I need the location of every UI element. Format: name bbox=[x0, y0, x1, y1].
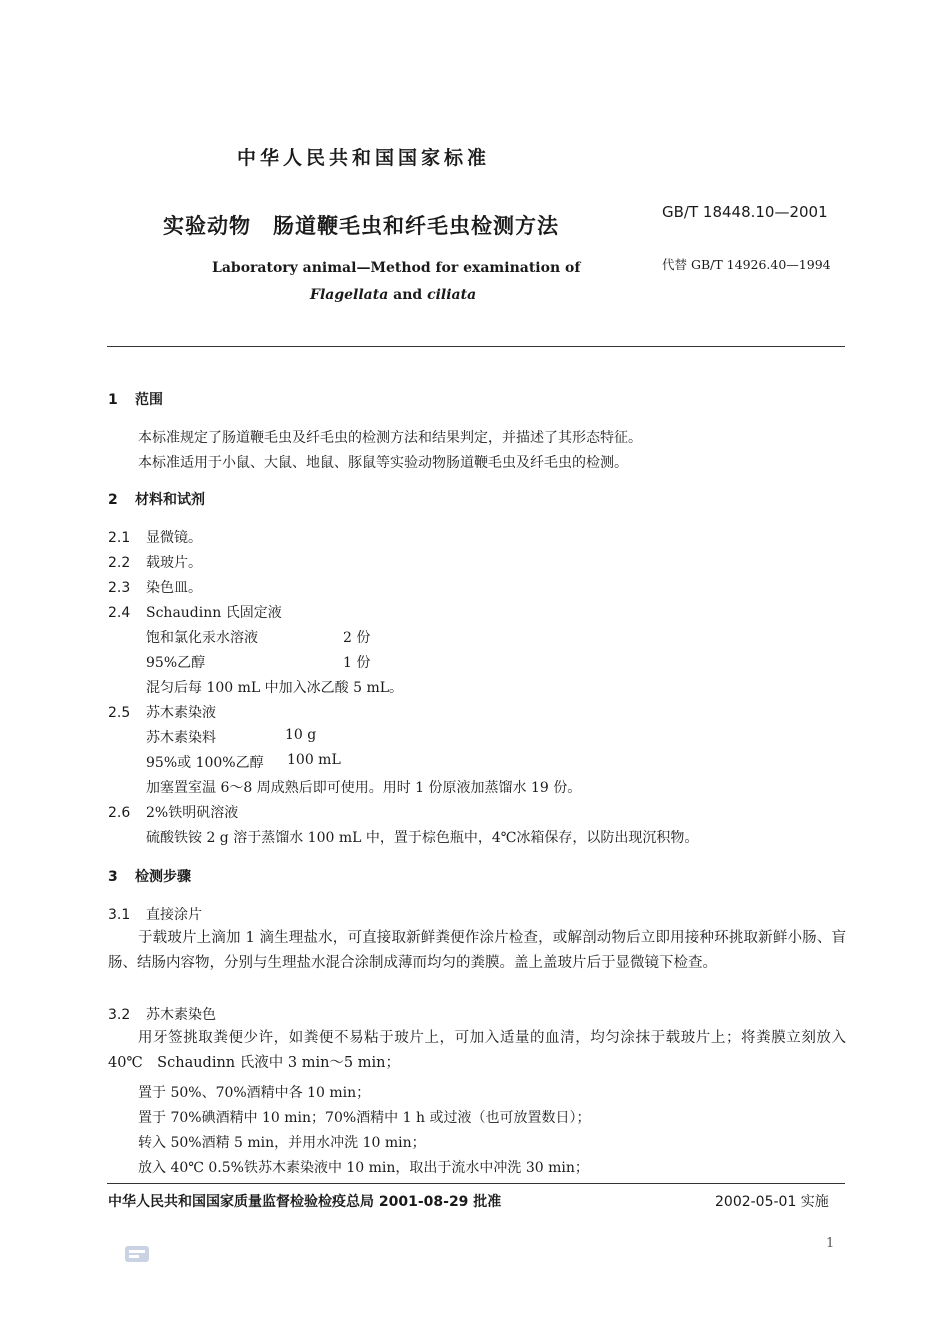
title-en-line2 bbox=[310, 287, 476, 303]
item-2-2-text: 载玻片。 bbox=[146, 555, 202, 571]
reagent-row-ethanol-qty: 1 份 bbox=[343, 655, 371, 671]
item-3-2-step-3: 转入 50%酒精 5 min，并用水冲洗 10 min； bbox=[138, 1135, 426, 1151]
item-2-6-text: 2%铁明矾溶液 bbox=[146, 805, 239, 821]
item-3-2-step-2: 置于 70%碘酒精中 10 min；70%酒精中 1 h 或过液（也可放置数日）； bbox=[138, 1110, 591, 1126]
footer-effective-date: 2002-05-01 实施 bbox=[715, 1194, 829, 1210]
item-2-1-number: 2.1 bbox=[108, 530, 131, 546]
item-2-6-number: 2.6 bbox=[108, 805, 131, 821]
item-3-1 bbox=[108, 904, 202, 924]
section-3-number: 3 bbox=[108, 869, 118, 885]
section-1-heading bbox=[108, 389, 163, 409]
item-2-2 bbox=[108, 552, 202, 572]
page-number: 1 bbox=[826, 1236, 835, 1251]
item-2-6 bbox=[108, 802, 238, 822]
item-2-5-number: 2.5 bbox=[108, 705, 131, 721]
item-2-5-text: 苏木素染液 bbox=[146, 705, 216, 721]
item-3-2-text: 苏木素染色 bbox=[146, 1007, 216, 1023]
item-2-5 bbox=[108, 702, 216, 722]
title-en-flagellata: Flagellata bbox=[310, 287, 389, 303]
reagent-row-mercury-name: 饱和氯化汞水溶液 bbox=[146, 630, 258, 646]
reagent-row-hematoxylin-name: 苏木素染料 bbox=[146, 730, 216, 746]
section-2-title: 材料和试剂 bbox=[135, 492, 205, 508]
issuing-agency: 中华人民共和国国家标准 bbox=[237, 147, 491, 169]
item-2-4 bbox=[108, 602, 282, 622]
item-2-2-number: 2.2 bbox=[108, 555, 131, 571]
section-1-para-2: 本标准适用于小鼠、大鼠、地鼠、豚鼠等实验动物肠道鞭毛虫及纤毛虫的检测。 bbox=[138, 455, 628, 471]
item-3-1-text: 直接涂片 bbox=[146, 907, 202, 923]
item-2-1-text: 显微镜。 bbox=[146, 530, 202, 546]
footer-divider bbox=[107, 1183, 845, 1184]
item-3-2-number: 3.2 bbox=[108, 1007, 131, 1023]
section-1-number: 1 bbox=[108, 392, 118, 408]
item-3-2-paragraph: 用牙签挑取粪便少许，如粪便不易粘于玻片上，可加入适量的血清，均匀涂抹于载玻片上；将粪膜立刻放入 40℃ Schaudinn 氏液中 3 min～5 min； bbox=[108, 1030, 846, 1071]
title-en-ciliata: ciliata bbox=[427, 287, 477, 303]
item-2-3 bbox=[108, 577, 202, 597]
title-en-and: and bbox=[388, 287, 428, 303]
item-3-2 bbox=[108, 1004, 216, 1024]
item-3-1-paragraph: 于载玻片上滴加 1 滴生理盐水，可直接取新鲜粪便作涂片检查，或解剖动物后立即用接种环挑取新鲜小肠、盲肠、结肠内容物，分别与生理盐水混合涂制成薄而均匀的粪膜。盖上盖玻片后于显微镜下检查。 bbox=[108, 930, 846, 971]
item-2-6-note: 硫酸铁铵 2 g 溶于蒸馏水 100 mL 中，置于棕色瓶中，4℃冰箱保存，以防出现沉积物。 bbox=[146, 830, 699, 846]
header-divider bbox=[107, 346, 845, 347]
item-2-3-text: 染色皿。 bbox=[146, 580, 202, 596]
section-3-heading bbox=[108, 866, 191, 886]
item-3-1-number: 3.1 bbox=[108, 907, 131, 923]
item-2-4-note: 混匀后每 100 mL 中加入冰乙酸 5 mL。 bbox=[146, 680, 404, 696]
reagent-row-hematoxylin-qty: 10 g bbox=[285, 727, 317, 743]
section-1-para-1: 本标准规定了肠道鞭毛虫及纤毛虫的检测方法和结果判定，并描述了其形态特征。 bbox=[138, 430, 642, 446]
section-3-title: 检测步骤 bbox=[135, 869, 191, 885]
footer-issuer: 中华人民共和国国家质量监督检验检疫总局 2001-08-29 批准 bbox=[108, 1194, 502, 1210]
item-2-4-text: Schaudinn 氏固定液 bbox=[146, 605, 282, 621]
standard-number: GB/T 18448.10—2001 bbox=[662, 203, 828, 221]
reagent-row-ethanol2-name: 95%或 100%乙醇 bbox=[146, 755, 264, 771]
item-3-2-step-1: 置于 50%、70%酒精中各 10 min； bbox=[138, 1085, 371, 1101]
item-2-4-number: 2.4 bbox=[108, 605, 131, 621]
section-2-heading bbox=[108, 489, 205, 509]
item-3-2-step-4: 放入 40℃ 0.5%铁苏木素染液中 10 min，取出于流水中冲洗 30 min； bbox=[138, 1160, 589, 1176]
item-2-1 bbox=[108, 527, 202, 547]
reagent-row-ethanol2-qty: 100 mL bbox=[287, 752, 341, 768]
publisher-logo-icon bbox=[124, 1244, 150, 1264]
title-en-line1: Laboratory animal—Method for examination of bbox=[212, 260, 581, 276]
item-2-5-note: 加塞置室温 6～8 周成熟后即可使用。用时 1 份原液加蒸馏水 19 份。 bbox=[146, 780, 582, 796]
section-2-number: 2 bbox=[108, 492, 118, 508]
replaces-standard: 代替 GB/T 14926.40—1994 bbox=[662, 257, 831, 272]
item-2-3-number: 2.3 bbox=[108, 580, 131, 596]
reagent-row-ethanol-name: 95%乙醇 bbox=[146, 655, 206, 671]
reagent-row-mercury-qty: 2 份 bbox=[343, 630, 371, 646]
title-cn: 实验动物 肠道鞭毛虫和纤毛虫检测方法 bbox=[163, 214, 559, 238]
section-1-title: 范围 bbox=[135, 392, 163, 408]
